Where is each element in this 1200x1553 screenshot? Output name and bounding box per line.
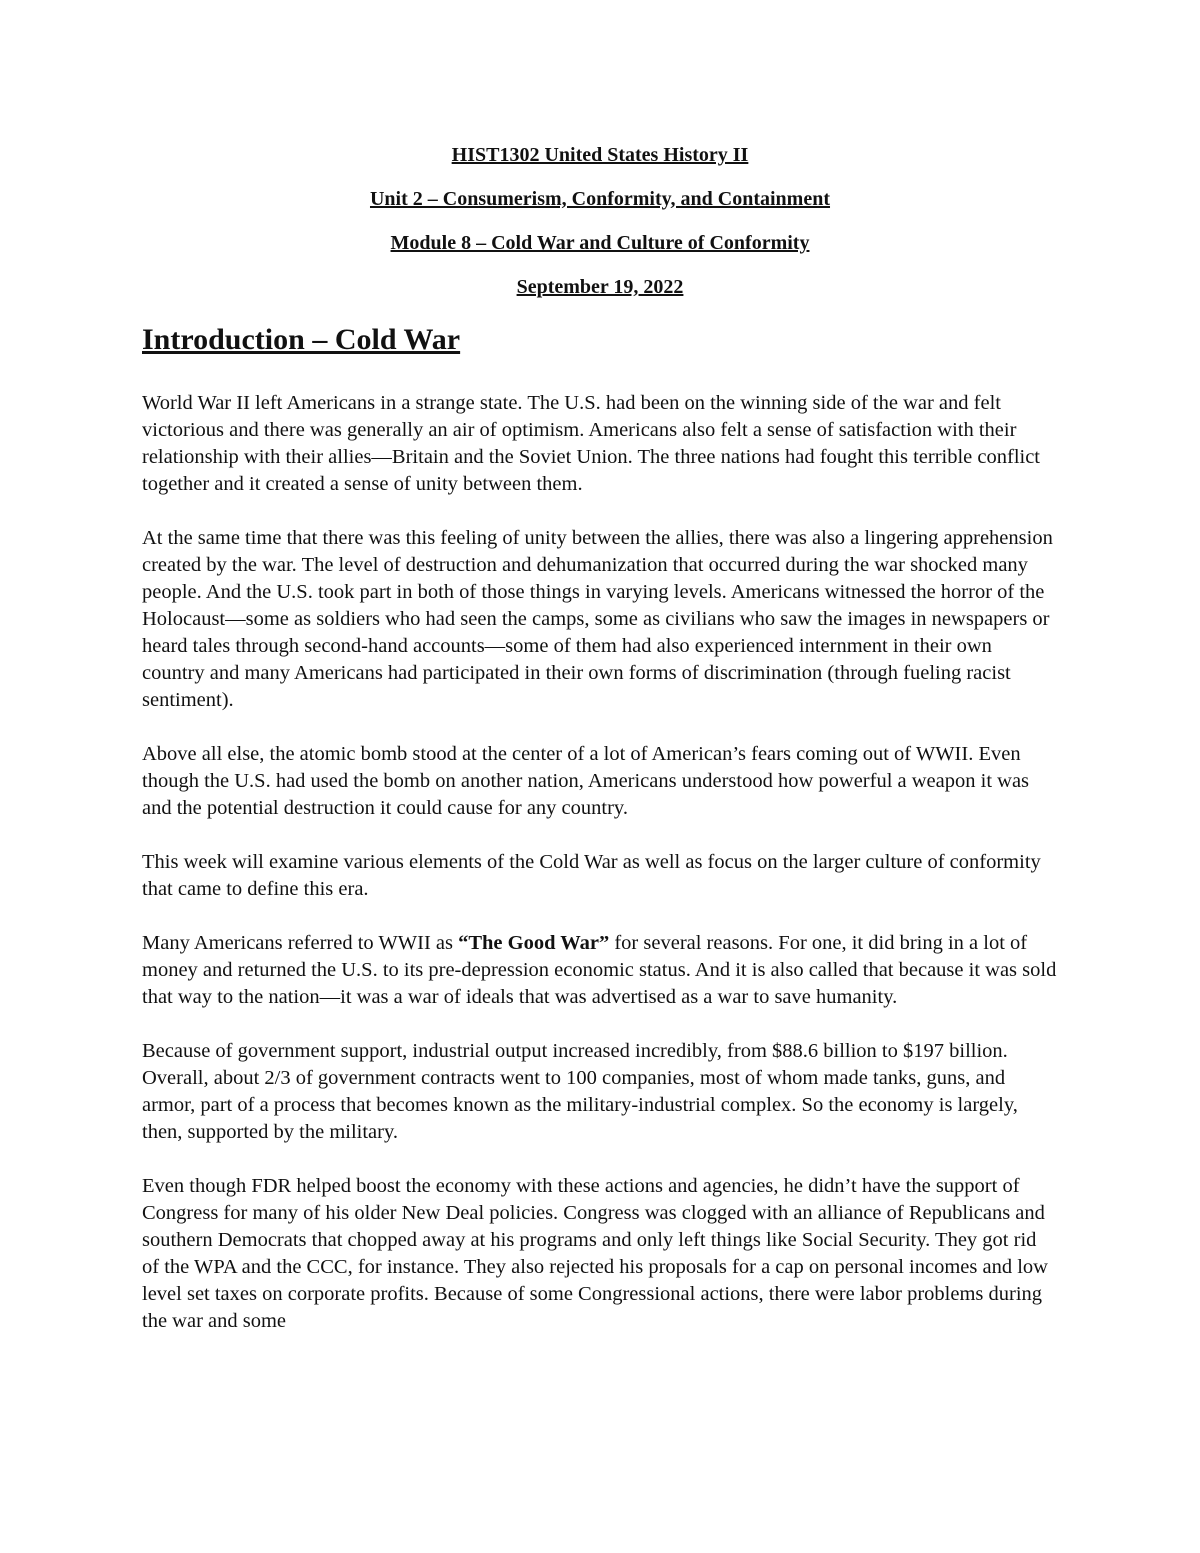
module-title: Module 8 – Cold War and Culture of Conformity <box>390 232 810 254</box>
unit-title: Unit 2 – Consumerism, Conformity, and Containment <box>369 188 831 210</box>
paragraph-2: At the same time that there was this feeling of unity between the allies, there was also a lingering apprehension created by the war. The level of destruction and dehumanization that occurred during the war shocked many people. And the U.S. took part in both of those things in varying levels. Americans witnessed the horror of the Holocaust—some as soldiers who had seen the camps, some as civilians who saw the images in newspapers or heard tales through second-hand accounts—some of them had also experienced internment in their own country and many Americans had participated in their own forms of discrimination (through fueling racist sentiment). <box>142 527 1053 711</box>
paragraph-5 <box>142 930 1058 1011</box>
paragraph-1: World War II left Americans in a strange state. The U.S. had been on the winning side of the war and felt victorious and there was generally an air of optimism. Americans also felt a sense of satisfaction with their relationship with their allies—Britain and the Soviet Union. The three nations had fought this terrible conflict together and it created a sense of unity between them. <box>142 392 1041 495</box>
paragraph-3: Above all else, the atomic bomb stood at the center of a lot of American’s fears coming out of WWII. Even though the U.S. had used the bomb on another nation, Americans understood how powerful a weapon it was and the potential destruction it could cause for any country. <box>142 743 1030 819</box>
paragraph-6: Because of government support, industrial output increased incredibly, from $88.6 billion to $197 billion. Overall, about 2/3 of government contracts went to 100 companies, most of whom made tanks, guns, and armor, part of a process that becomes known as the military-industrial complex. So the economy is largely, then, supported by the military. <box>142 1040 1018 1143</box>
good-war-phrase: “The Good War” <box>458 932 610 954</box>
body-text <box>142 390 1058 1362</box>
course-title: HIST1302 United States History II <box>451 144 749 166</box>
document-header <box>142 140 1058 316</box>
section-heading: Introduction – Cold War <box>142 323 461 356</box>
paragraph-5-text-end: for several reasons. For one, it did bring in a lot of money and returned the U.S. to its pre-depression economic status. And it is also called that because it was sold that way to the nation—it was a war of ideals that was advertised as a war to save humanity. <box>142 932 1057 1008</box>
paragraph-7: Even though FDR helped boost the economy with these actions and agencies, he didn’t have the support of Congress for many of his older New Deal policies. Congress was clogged with an alliance of Republicans and southern Democrats that chopped away at his programs and only left things like Social Security. They got rid of the WPA and the CCC, for instance. They also rejected his proposals for a cap on personal incomes and low level set taxes on corporate profits. Because of some Congressional actions, there were labor problems during the war and some <box>142 1175 1048 1332</box>
document-date: September 19, 2022 <box>516 276 684 298</box>
paragraph-5-text-start: Many Americans referred to WWII as <box>142 932 459 954</box>
paragraph-4: This week will examine various elements of the Cold War as well as focus on the larger culture of conformity that came to define this era. <box>142 851 1041 900</box>
